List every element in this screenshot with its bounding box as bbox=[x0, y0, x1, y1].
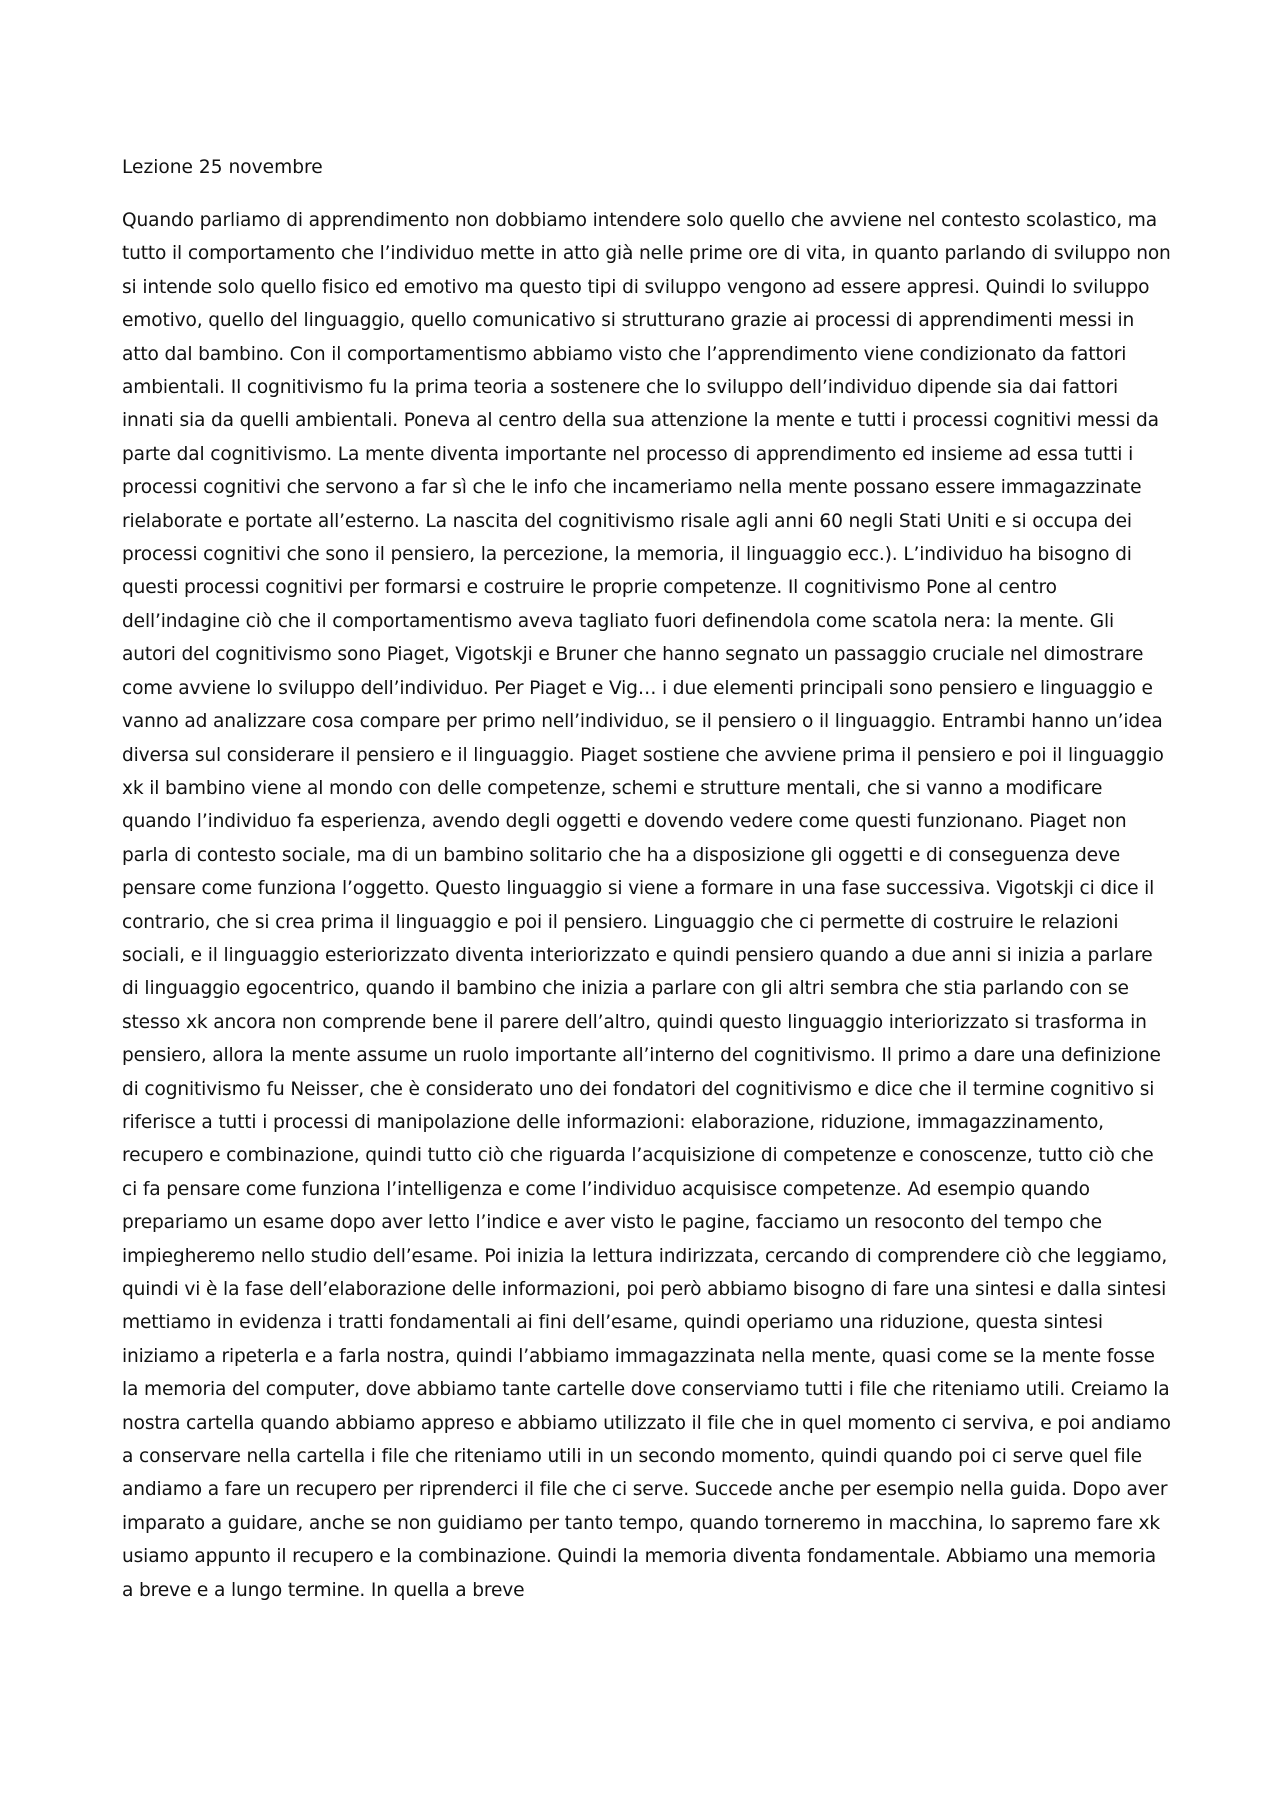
document-content bbox=[122, 154, 1172, 1607]
document-title: Lezione 25 novembre bbox=[122, 157, 323, 178]
document-paragraph: Quando parliamo di apprendimento non dobbiamo intendere solo quello che avviene nel contesto scolastico, ma tutto il comportamento che l’individuo mette in atto già nelle prime ore di vita, in quanto parlando di sviluppo non si intende solo quello fisico ed emotivo ma questo tipi di sviluppo vengono ad essere appresi. Quindi lo sviluppo emotivo, quello del linguaggio, quello comunicativo si strutturano grazie ai processi di apprendimenti messi in atto dal bambino. Con il comportamentismo abbiamo visto che l’apprendimento viene condizionato da fattori ambientali. Il cognitivismo fu la prima teoria a sostenere che lo sviluppo dell’individuo dipende sia dai fattori innati sia da quelli ambientali. Poneva al centro della sua attenzione la mente e tutti i processi cognitivi messi da parte dal cognitivismo. La mente diventa importante nel processo di apprendimento ed insieme ad essa tutti i processi cognitivi che servono a far sì che le info che incameriamo nella mente possano essere immagazzinate rielaborate e portate all’esterno. La nascita del cognitivismo risale agli anni 60 negli Stati Uniti e si occupa dei processi cognitivi che sono il pensiero, la percezione, la memoria, il linguaggio ecc.). L’individuo ha bisogno di questi processi cognitivi per formarsi e costruire le proprie competenze. Il cognitivismo Pone al centro dell’indagine ciò che il comportamentismo aveva tagliato fuori definendola come scatola nera: la mente. Gli autori del cognitivismo sono Piaget, Vigotskji e Bruner che hanno segnato un passaggio cruciale nel dimostrare come avviene lo sviluppo dell’individuo. Per Piaget e Vig… i due elementi principali sono pensiero e linguaggio e vanno ad analizzare cosa compare per primo nell’individuo, se il pensiero o il linguaggio. Entrambi hanno un’idea diversa sul considerare il pensiero e il linguaggio. Piaget sostiene che avviene prima il pensiero e poi il linguaggio xk il bambino viene al mondo con delle competenze, schemi e strutture mentali, che si vanno a modificare quando l’individuo fa esperienza, avendo degli oggetti e dovendo vedere come questi funzionano. Piaget non parla di contesto sociale, ma di un bambino solitario che ha a disposizione gli oggetti e di conseguenza deve pensare come funziona l’oggetto. Questo linguaggio si viene a formare in una fase successiva. Vigotskji ci dice il contrario, che si crea prima il linguaggio e poi il pensiero. Linguaggio che ci permette di costruire le relazioni sociali, e il linguaggio esteriorizzato diventa interiorizzato e quindi pensiero quando a due anni si inizia a parlare di linguaggio egocentrico, quando il bambino che inizia a parlare con gli altri sembra che stia parlando con se stesso xk ancora non comprende bene il parere dell’altro, quindi questo linguaggio interiorizzato si trasforma in pensiero, allora la mente assume un ruolo importante all’interno del cognitivismo. Il primo a dare una definizione di cognitivismo fu Neisser, che è considerato uno dei fondatori del cognitivismo e dice che il termine cognitivo si riferisce a tutti i processi di manipolazione delle informazioni: elaborazione, riduzione, immagazzinamento, recupero e combinazione, quindi tutto ciò che riguarda l’acquisizione di competenze e conoscenze, tutto ciò che ci fa pensare come funziona l’intelligenza e come l’individuo acquisisce competenze. Ad esempio quando prepariamo un esame dopo aver letto l’indice e aver visto le pagine, facciamo un resoconto del tempo che impiegheremo nello studio dell’esame. Poi inizia la lettura indirizzata, cercando di comprendere ciò che leggiamo, quindi vi è la fase dell’elaborazione delle informazioni, poi però abbiamo bisogno di fare una sintesi e dalla sintesi mettiamo in evidenza i tratti fondamentali ai fini dell’esame, quindi operiamo una riduzione, questa sintesi iniziamo a ripeterla e a farla nostra, quindi l’abbiamo immagazzinata nella mente, quasi come se la mente fosse la memoria del computer, dove abbiamo tante cartelle dove conserviamo tutti i file che riteniamo utili. Creiamo la nostra cartella quando abbiamo appreso e abbiamo utilizzato il file che in quel momento ci serviva, e poi andiamo a conservare nella cartella i file che riteniamo utili in un secondo momento, quindi quando poi ci serve quel file andiamo a fare un recupero per riprenderci il file che ci serve. Succede anche per esempio nella guida. Dopo aver imparato a guidare, anche se non guidiamo per tanto tempo, quando torneremo in macchina, lo sapremo fare xk usiamo appunto il recupero e la combinazione. Quindi la memoria diventa fondamentale. Abbiamo una memoria a breve e a lungo termine. In quella a breve bbox=[122, 210, 1171, 1601]
